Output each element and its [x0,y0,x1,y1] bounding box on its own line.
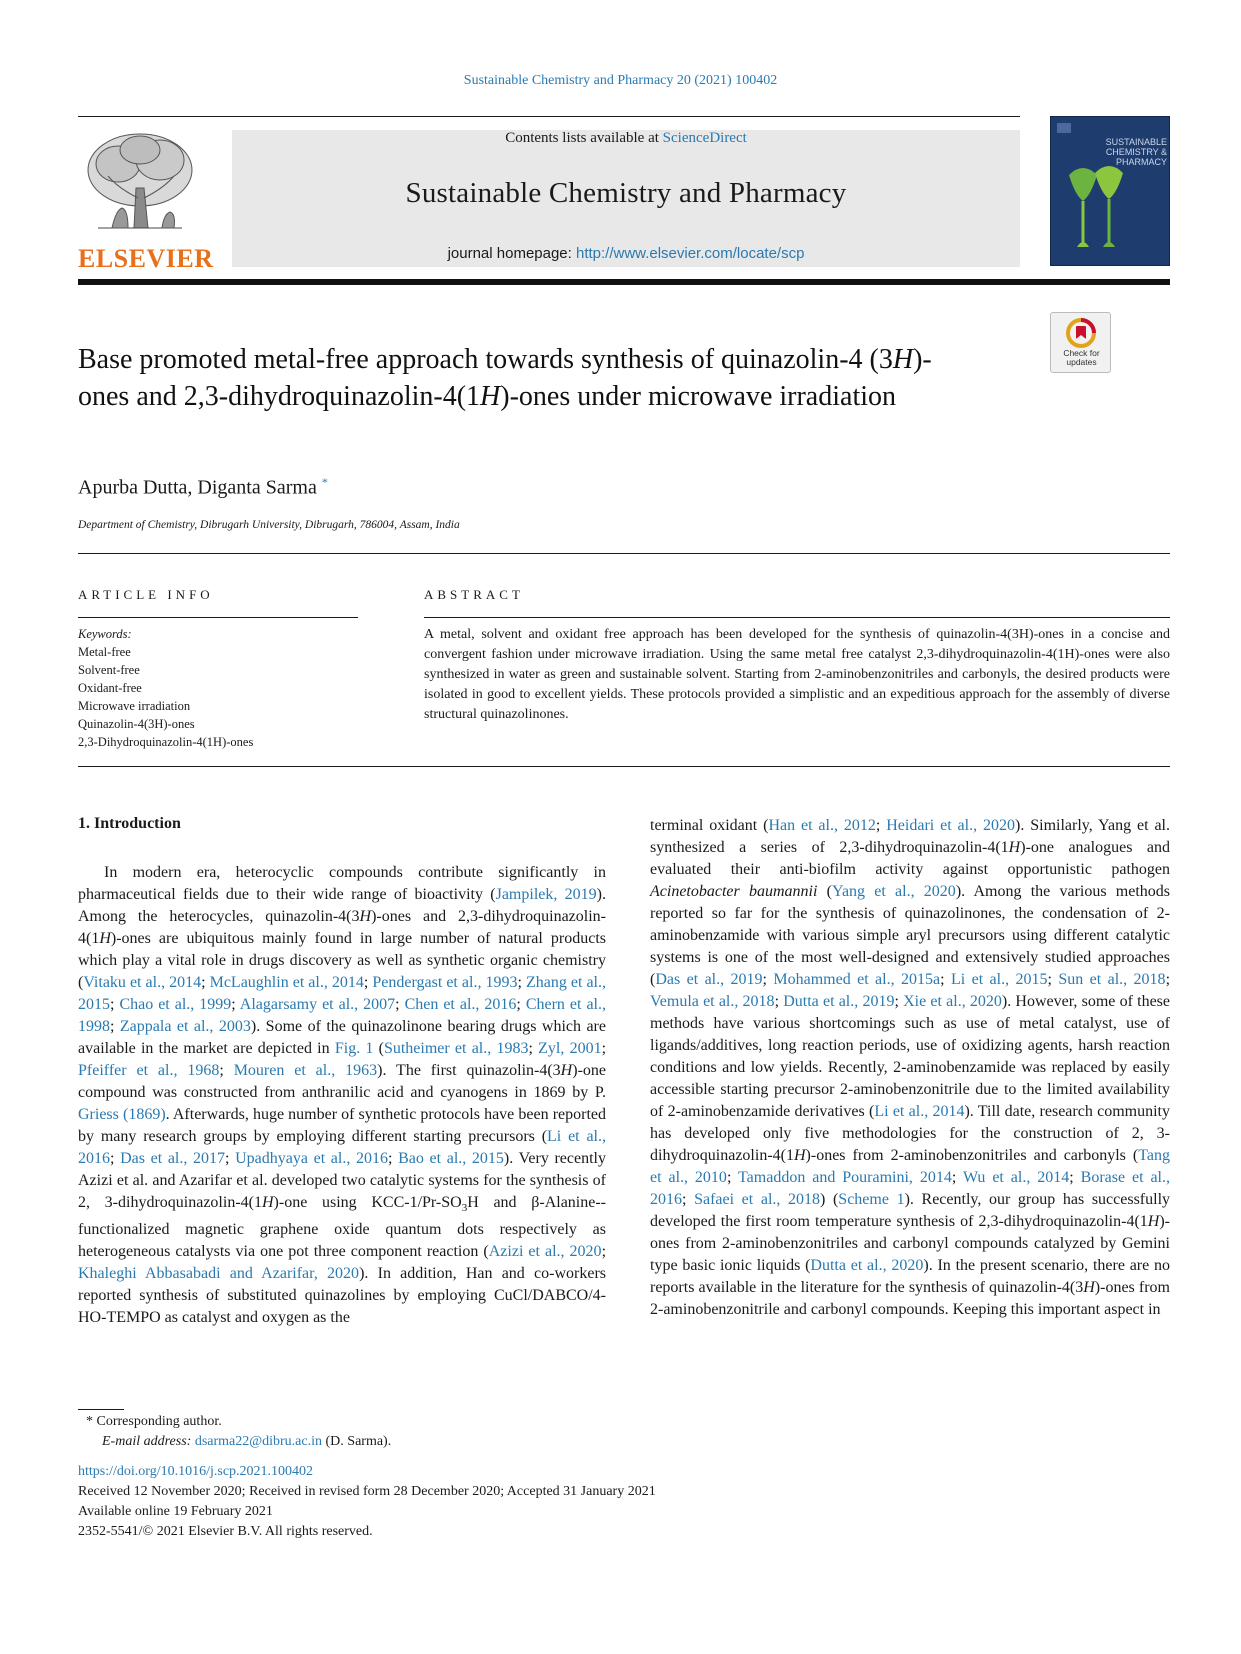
citation-link[interactable]: Azizi et al., 2020 [488,1243,602,1261]
citation-link[interactable]: McLaughlin et al., 2014 [209,974,364,991]
received-dates: Received 12 November 2020; Received in revised form 28 December 2020; Accepted 31 January 2021 [78,1484,656,1499]
title-text-1: Base promoted metal-free approach towards synthesis of quinazolin-4 (3 [78,344,893,375]
citation-link[interactable]: Khaleghi Abbasabadi and Azarifar, 2020 [78,1265,360,1283]
email-link[interactable]: dsarma22@dibru.ac.in [194,1434,323,1449]
citation-link[interactable]: Sun et al., 2018 [1058,971,1166,988]
email-label: E-mail address: [102,1434,192,1449]
citation-link[interactable]: Upadhyaya et al., 2016 [235,1150,389,1167]
intro-paragraph: terminal oxidant (Han et al., 2012; Heidari et al., 2020). Similarly, Yang et al. synthesized a series of 2,3-dihydroquinazolin-4(1H)-one analogues and evaluated their anti-biofilm activity against opportunistic pathogen Acinetobacter baumannii (Yang et al., 2020). Among the various methods reported so far for the synthesis of quinazolinones, the condensation of 2-aminobenzamide with various simple aryl precursors using different catalytic systems is one of the most well-designed and extensively studied approaches (Das et al., 2019; Mohammed et al., 2015a; Li et al., 2015; Sun et al., 2018; Vemula et al., 2018; Dutta et al., 2019; Xie et al., 2020). However, some of these methods have various shortcomings such as use of metal catalyst, use of ligands/additives, long reaction periods, use of oxidizing agents, harsh reaction conditions and low yields. Recently, 2-aminobenzamide was replaced by easily accessible starting precursor 2-aminobenzonitrile due to the limited availability of 2-aminobenzamide derivatives (Li et al., 2014). Till date, research community has developed only five methodologies for the construction of 2, 3-dihydroquinazolin-4(1H)-ones from 2-aminobenzonitriles and carbonyls (Tang et al., 2010; Tamaddon and Pouramini, 2014; Wu et al., 2014; Borase et al., 2016; Safaei et al., 2018) (Scheme 1). Recently, our group has successfully developed the first room temperature synthesis of 2,3-dihydroquinazolin-4(1H)-ones from 2-aminobenzonitriles and carbonyl compounds catalyzed by Gemini type basic ionic liquids (Dutta et al., 2020). In the present scenario, there are no reports available in the literature for the synthesis of quinazolin-4(3H)-ones from 2-aminobenzonitrile and carbonyl compounds. Keeping this important aspect in [650,817,1171,1318]
email-suffix: (D. Sarma). [325,1434,392,1449]
publisher-logo[interactable] [78,128,214,273]
homepage-line [232,245,1020,262]
check-updates-label: Check for updates [1063,348,1100,367]
citation-link[interactable]: Das et al., 2019 [655,971,763,988]
homepage-prefix: journal homepage: [447,245,576,262]
author-name[interactable]: Diganta Sarma [197,476,317,499]
citation-link[interactable]: Sutheimer et al., 1983 [383,1040,529,1057]
article-info-heading: ARTICLE INFO [78,587,214,602]
sciencedirect-link[interactable]: ScienceDirect [662,130,747,146]
abstract-text: A metal, solvent and oxidant free approach has been developed for the synthesis of quinazolin-4(3H)-ones in a concise and convergent fashion under microwave irradiation. Using the same metal free catalyst 2,3-dihydroquinazolin-4(1H)-ones were also synthesized in water as green and sustainable solvent. Starting from 2-aminobenzonitriles and carbonyls, the desired products were isolated in good to excellent yields. These protocols provided a simplistic and an expeditious approach for the assembly of diverse structural quinazolinones. [424,627,1170,722]
citation-link[interactable]: Han et al., 2012 [768,817,876,834]
citation-link[interactable]: Das et al., 2017 [120,1150,226,1167]
citation-link[interactable]: Alagarsamy et al., 2007 [239,996,396,1013]
corresponding-author-note: * Corresponding author. [86,1414,222,1429]
publisher-wordmark: ELSEVIER [78,244,214,273]
citation-link[interactable]: Borase et al., 2016 [650,1169,1171,1208]
copyright: 2352-5541/© 2021 Elsevier B.V. All rights reserved. [78,1524,373,1539]
citation-link[interactable]: Yang et al., 2020 [831,883,956,900]
citation-link[interactable]: Dutta et al., 2020 [810,1257,924,1274]
corresponding-author-marker[interactable]: * [321,475,328,489]
keyword-item: Microwave irradiation [78,699,191,713]
publication-info [78,1462,656,1542]
citation-link[interactable]: Chen et al., 2016 [404,996,517,1013]
homepage-link[interactable]: http://www.elsevier.com/locate/scp [576,245,805,262]
citation-link[interactable]: Tamaddon and Pouramini, 2014 [738,1169,952,1186]
journal-masthead [232,130,1020,267]
abstract-rule [424,617,1170,618]
body-column-right [650,815,1170,1321]
affiliation: Department of Chemistry, Dibrugarh University, Dibrugarh, 786004, Assam, India [78,519,460,531]
citation-link[interactable]: Zappala et al., 2003 [119,1018,251,1035]
keyword-item: 2,3-Dihydroquinazolin-4(1H)-ones [78,735,254,749]
doi-link[interactable]: https://doi.org/10.1016/j.scp.2021.100402 [78,1464,314,1479]
keyword-item: Solvent-free [78,663,140,677]
article-title [78,341,978,415]
check-updates-icon [1065,317,1097,349]
citation-link[interactable]: Heidari et al., 2020 [886,817,1015,834]
citation-link[interactable]: Bao et al., 2015 [398,1150,504,1167]
header-divider [78,116,1020,117]
keywords-list [78,625,358,751]
citation-link[interactable]: Tang et al., 2010 [650,1147,1170,1186]
citation-link[interactable]: Vemula et al., 2018 [650,993,775,1010]
author-separator: , [187,476,198,499]
author-list [78,475,328,500]
body-column-left [78,862,606,1329]
citation-link[interactable]: Zyl, 2001 [538,1040,602,1057]
affiliation-divider [78,553,1170,554]
citation-link[interactable]: Zhang et al., 2015 [78,974,607,1013]
keyword-item: Oxidant-free [78,681,142,695]
contents-prefix: Contents lists available at [505,130,663,146]
citation-link[interactable]: Chern et al., 1998 [78,996,606,1035]
check-for-updates-button[interactable] [1050,312,1111,373]
title-text-3: )-ones under microwave irradiation [500,381,896,412]
citation-link[interactable]: Vitaku et al., 2014 [83,974,202,991]
title-italic-1: H [892,344,914,375]
citation-link[interactable]: Jampilek, 2019 [495,886,597,903]
figure-link[interactable]: Fig. 1 [334,1040,374,1057]
journal-title: Sustainable Chemistry and Pharmacy [405,177,847,209]
author-name[interactable]: Apurba Dutta [78,476,188,499]
citation-link[interactable]: Xie et al., 2020 [903,993,1002,1010]
citation-link[interactable]: Pendergast et al., 1993 [372,974,518,991]
available-online: Available online 19 February 2021 [78,1504,273,1519]
footnote-rule [78,1409,124,1410]
intro-paragraph: In modern era, heterocyclic compounds contribute significantly in pharmaceutical fields due to their wide range of bioactivity (Jampilek, 2019). Among the heterocycles, quinazolin-4(3H)-ones and 2,3-dihydroquinazolin-4(1H)-ones are ubiquitous mainly found in large number of natural products which play a vital role in drugs discovery as well as synthetic organic chemistry (Vitaku et al., 2014; McLaughlin et al., 2014; Pendergast et al., 1993; Zhang et al., 2015; Chao et al., 1999; Alagarsamy et al., 2007; Chen et al., 2016; Chern et al., 1998; Zappala et al., 2003). Some of the quinazolinone bearing drugs which are available in the market are depicted in Fig. 1 (Sutheimer et al., 1983; Zyl, 2001; Pfeiffer et al., 1968; Mouren et al., 1963). The first quinazolin-4(3H)-one compound was constructed from anthranilic acid and cyanogens in 1869 by P. Griess (1869). Afterwards, huge number of synthetic protocols have been reported by many research groups by employing different starting precursors (Li et al., 2016; Das et al., 2017; Upadhyaya et al., 2016; Bao et al., 2015). Very recently Azizi et al. and Azarifar et al. developed two catalytic systems for the synthesis of 2, 3-dihydroquinazolin-4(1H)-one using KCC-$1/Pr-SO_3H$ and β-Alanine--functionalized magnetic graphene oxide quantum dots respectively as heterogeneous catalysts via one pot three component reaction (Azizi et al., 2020; Khaleghi Abbasabadi and Azarifar, 2020). In addition, Han and co-workers reported synthesis of substituted quinazolines by employing CuCl/DABCO/4-HO-TEMPO as catalyst and oxygen as the [78,864,607,1327]
citation-link[interactable]: Safaei et al., 2018 [694,1191,821,1208]
masthead-bottom-rule [78,279,1170,285]
keyword-item: Metal-free [78,645,131,659]
citation-link[interactable]: Li et al., 2016 [78,1128,606,1167]
citation-link[interactable]: Dutta et al., 2019 [783,993,895,1010]
keyword-item: Quinazolin-4(3H)-ones [78,717,195,731]
email-line [102,1432,391,1452]
cover-title: SUSTAINABLE CHEMISTRY & PHARMACY [1105,137,1167,167]
citation-link[interactable]: Mouren et al., 1963 [233,1062,378,1079]
elsevier-tree-icon [78,128,202,240]
citation-link[interactable]: Pfeiffer et al., 1968 [78,1062,220,1079]
citation-link[interactable]: Chao et al., 1999 [119,996,232,1013]
abstract-bottom-rule [78,766,1170,767]
journal-reference[interactable]: Sustainable Chemistry and Pharmacy 20 (2021) 100402 [463,73,778,88]
keywords-label: Keywords: [78,627,132,641]
citation-link[interactable]: Griess (1869) [78,1106,166,1123]
introduction-heading: 1. Introduction [78,815,181,832]
title-italic-2: H [480,381,501,412]
journal-cover[interactable] [1050,116,1170,266]
abstract-heading: ABSTRACT [424,587,524,602]
article-info-rule [78,617,358,618]
title-text-2: )-ones and 2,3-dihydroquinazolin-4(1 [78,344,932,412]
citation-link[interactable]: Li et al., 2014 [874,1103,965,1120]
citation-link[interactable]: Wu et al., 2014 [962,1169,1070,1186]
citation-link[interactable]: Mohammed et al., 2015a [773,971,941,988]
contents-line [232,130,1020,147]
scheme-link[interactable]: Scheme 1 [838,1191,905,1208]
citation-link[interactable]: Li et al., 2015 [950,971,1048,988]
